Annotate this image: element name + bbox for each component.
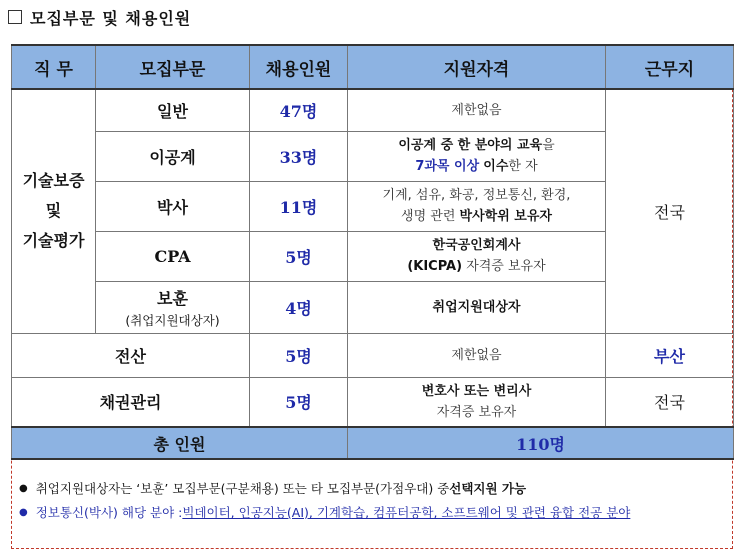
qual-phd: 기계, 섬유, 화공, 정보통신, 환경, 생명 관련 박사학위 보유자 — [348, 181, 606, 231]
header-job: 직 무 — [12, 45, 96, 89]
dept-bond: 채권관리 — [12, 377, 250, 427]
qual-cpa: 한국공인회계사 (KICPA) 자격증 보유자 — [348, 231, 606, 281]
total-label: 총 인원 — [12, 427, 348, 459]
note-ict-fields: ● 정보통신(박사) 해당 분야 : 빅데이터, 인공지능(AI), 기계학습, 컴퓨터공학, 소프트웨어 및 관련 융합 전공 분야 — [19, 501, 731, 525]
dept-phd: 박사 — [96, 181, 250, 231]
count-cpa: 5명 — [250, 231, 348, 281]
count-phd: 11명 — [250, 181, 348, 231]
count-it: 5명 — [250, 333, 348, 377]
header-qualification: 지원자격 — [348, 45, 606, 89]
count-general: 47명 — [250, 89, 348, 131]
location-bond: 전국 — [606, 377, 734, 427]
table-row — [12, 333, 734, 377]
total-row — [12, 427, 734, 459]
recruitment-table-area — [11, 44, 733, 549]
dept-veteran: 보훈 (취업지원대상자) — [96, 281, 250, 333]
checkbox-square-icon — [8, 10, 22, 24]
table-row — [12, 89, 734, 131]
dept-science: 이공계 — [96, 131, 250, 181]
count-veteran: 4명 — [250, 281, 348, 333]
location-group: 전국 — [606, 89, 734, 333]
qual-it: 제한없음 — [348, 333, 606, 377]
section-title: 모집부문 및 채용인원 — [30, 8, 192, 28]
total-count: 110명 — [348, 427, 734, 459]
table-header-row — [12, 45, 734, 89]
dept-it: 전산 — [12, 333, 250, 377]
job-group-cell: 기술보증 및 기술평가 — [12, 89, 96, 333]
qual-veteran: 취업지원대상자 — [348, 281, 606, 333]
count-science: 33명 — [250, 131, 348, 181]
qual-bond: 변호사 또는 변리사 자격증 보유자 — [348, 377, 606, 427]
header-location: 근무지 — [606, 45, 734, 89]
recruitment-table — [11, 44, 734, 460]
section-heading — [8, 6, 191, 28]
table-row — [12, 377, 734, 427]
qual-general: 제한없음 — [348, 89, 606, 131]
count-bond: 5명 — [250, 377, 348, 427]
location-it: 부산 — [606, 333, 734, 377]
note-veteran: ● 취업지원대상자는 ‘보훈’ 모집부문(구분채용) 또는 타 모집부문(가점우대) 중 선택지원 가능 — [19, 477, 731, 501]
dept-cpa: CPA — [96, 231, 250, 281]
notes — [19, 477, 731, 525]
dept-general: 일반 — [96, 89, 250, 131]
header-headcount: 채용인원 — [250, 45, 348, 89]
header-department: 모집부문 — [96, 45, 250, 89]
qual-science: 이공계 중 한 분야의 교육을 7과목 이상 이수한 자 — [348, 131, 606, 181]
bullet-icon: ● — [19, 483, 28, 494]
bullet-icon: ● — [19, 507, 28, 518]
